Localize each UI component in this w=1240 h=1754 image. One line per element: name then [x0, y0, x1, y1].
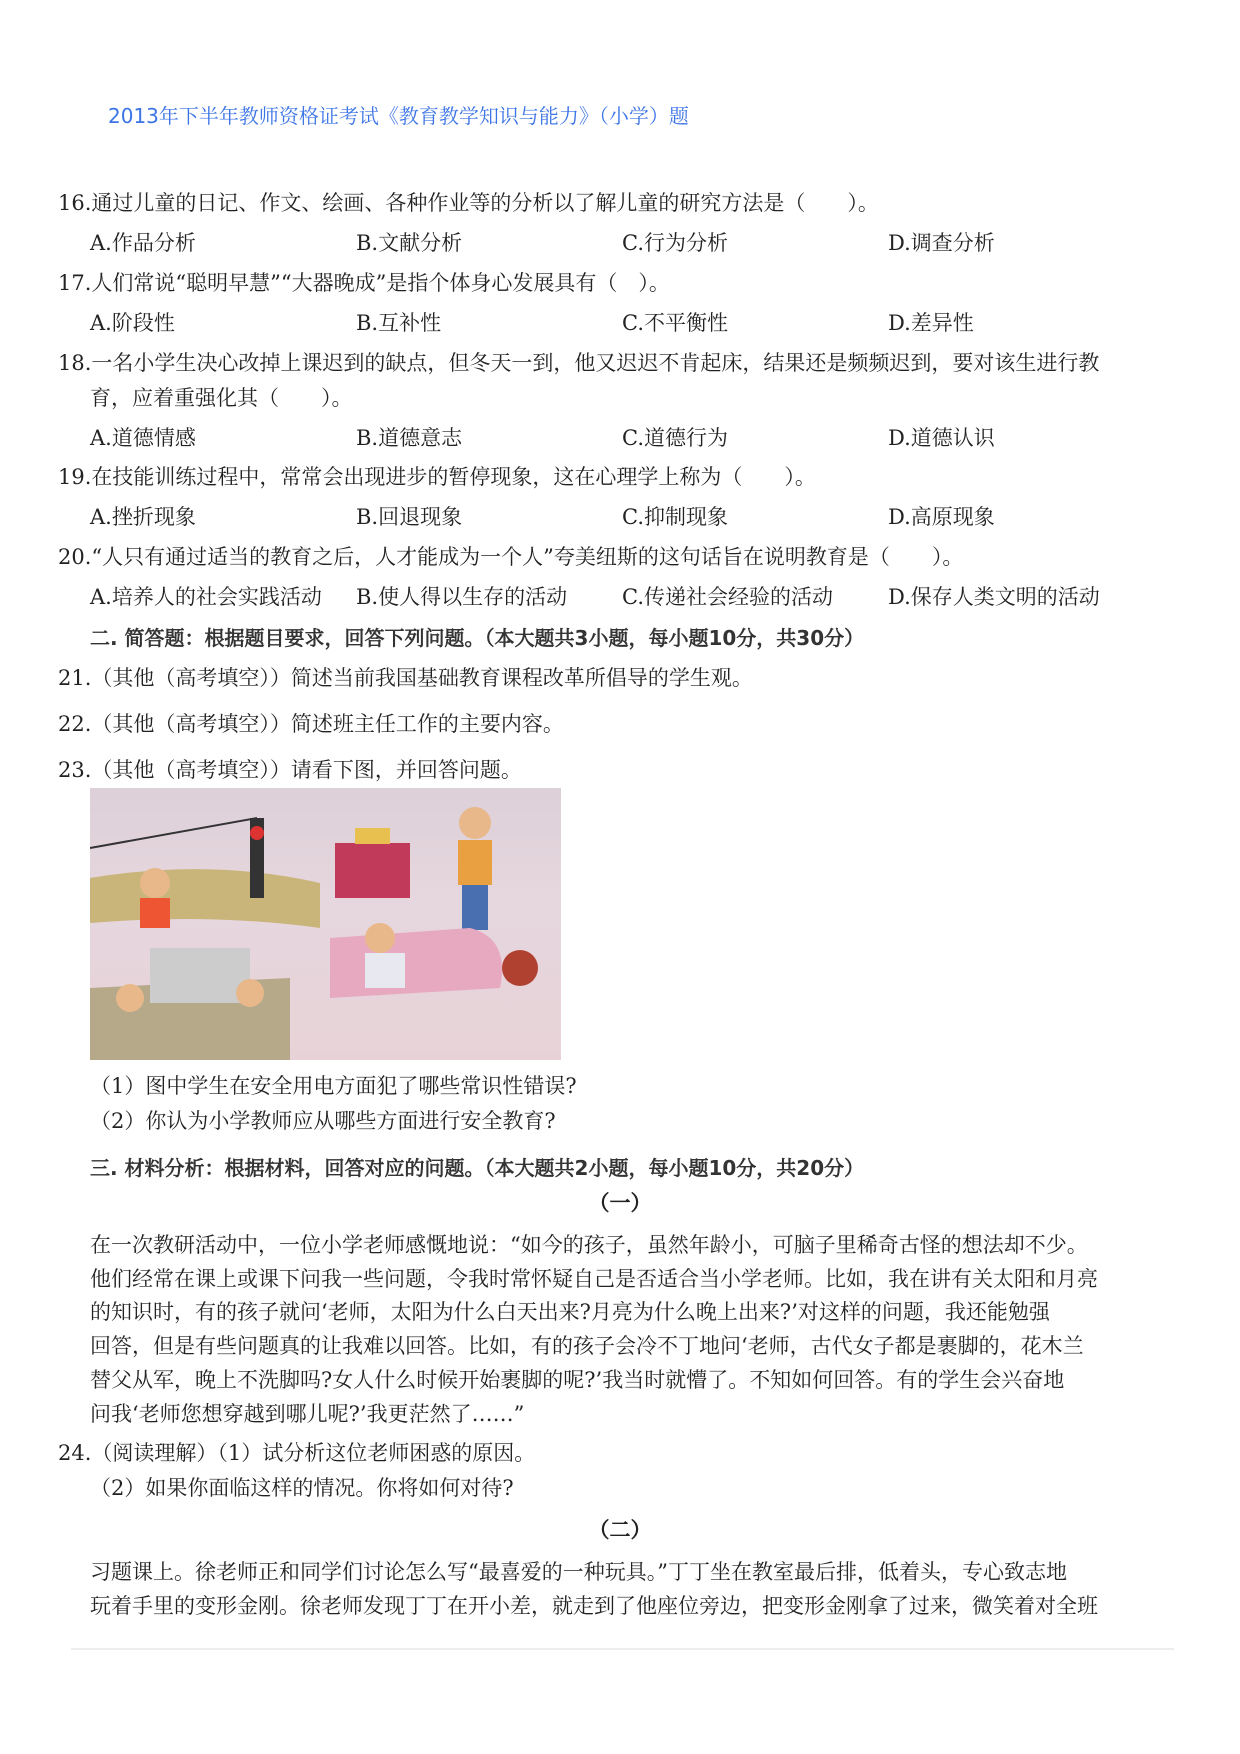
material-text-line: 问我‘老师您想穿越到哪儿呢?’我更茫然了……”	[90, 1401, 525, 1426]
document-title: 2013年下半年教师资格证考试《教育教学知识与能力》（小学）题	[108, 104, 689, 128]
question-24-sub-2: （2）如果你面临这样的情况。你将如何对待?	[90, 1476, 514, 1500]
answer-option: C.传递社会经验的活动	[622, 585, 833, 609]
answer-option: A.挫折现象	[90, 505, 196, 529]
answer-option: A.阶段性	[90, 311, 175, 335]
page-divider	[71, 1648, 1174, 1650]
answer-option: C.行为分析	[622, 231, 728, 255]
material-text-line: 的知识时，有的孩子就问‘老师，太阳为什么白天出来?月亮为什么晚上出来?’对这样的问题，我还能勉强	[90, 1300, 1050, 1325]
part-2-heading: （二）	[588, 1517, 652, 1542]
answer-option: B.使人得以生存的活动	[356, 585, 568, 609]
question-22: 22.（其他（高考填空））简述班主任工作的主要内容。	[58, 712, 564, 736]
answer-option: C.抑制现象	[622, 505, 728, 529]
question-21: 21.（其他（高考填空））简述当前我国基础教育课程改革所倡导的学生观。	[58, 666, 753, 690]
answer-option: C.不平衡性	[622, 311, 728, 335]
answer-option: B.道德意志	[356, 426, 463, 450]
question-stem: 19.在技能训练过程中，常常会出现进步的暂停现象，这在心理学上称为（ ）。	[58, 465, 816, 489]
question-24: 24.（阅读理解）（1）试分析这位老师困惑的原因。	[58, 1441, 536, 1465]
answer-option: D.道德认识	[888, 426, 995, 450]
question-stem: 16.通过儿童的日记、作文、绘画、各种作业等的分析以了解儿童的研究方法是（ ）。	[58, 191, 879, 215]
answer-option: B.回退现象	[356, 505, 463, 529]
material-text-line: 他们经常在课上或课下问我一些问题，令我时常怀疑自己是否适合当小学老师。比如，我在讲有关太阳和月亮	[90, 1266, 1098, 1291]
answer-option: C.道德行为	[622, 426, 728, 450]
answer-option: A.培养人的社会实践活动	[90, 585, 322, 609]
part-1-heading: （一）	[588, 1190, 652, 1215]
question-stem-continued: 育，应着重强化其（ ）。	[90, 386, 353, 410]
question-stem: 17.人们常说“聪明早慧”“大器晚成”是指个体身心发展具有（ ）。	[58, 271, 670, 295]
question-23: 23.（其他（高考填空））请看下图，并回答问题。	[58, 758, 522, 782]
answer-option: D.高原现象	[888, 505, 995, 529]
answer-option: B.互补性	[356, 311, 442, 335]
illustration-electric-safety	[90, 788, 561, 1060]
answer-option: D.差异性	[888, 311, 974, 335]
material-text-line: 替父从军，晚上不洗脚吗?女人什么时候开始裹脚的呢?’我当时就懵了。不知如何回答。有的学生会兴奋地	[90, 1367, 1065, 1392]
material-text-line: 回答，但是有些问题真的让我难以回答。比如，有的孩子会冷不丁地问‘老师，古代女子都是裹脚的，花木兰	[90, 1334, 1084, 1359]
answer-option: D.调查分析	[888, 231, 995, 255]
question-stem: 20.“人只有通过适当的教育之后，人才能成为一个人”夸美纽斯的这句话旨在说明教育是（ ）。	[58, 545, 964, 569]
section-2-heading: 二. 简答题：根据题目要求，回答下列问题。（本大题共3小题，每小题10分，共30分）	[90, 626, 865, 650]
answer-option: D.保存人类文明的活动	[888, 585, 1100, 609]
material-text-line: 玩着手里的变形金刚。徐老师发现丁丁在开小差，就走到了他座位旁边，把变形金刚拿了过来，微笑着对全班	[90, 1594, 1098, 1618]
question-23-sub-1: （1）图中学生在安全用电方面犯了哪些常识性错误?	[90, 1074, 577, 1098]
answer-option: B.文献分析	[356, 231, 463, 255]
material-text-line: 习题课上。徐老师正和同学们讨论怎么写“最喜爱的一种玩具。”丁丁坐在教室最后排，低着头，专心致志地	[90, 1560, 1067, 1584]
material-text-line: 在一次教研活动中，一位小学老师感慨地说：“如今的孩子，虽然年龄小，可脑子里稀奇古怪的想法却不少。	[90, 1233, 1088, 1257]
question-23-sub-2: （2）你认为小学教师应从哪些方面进行安全教育?	[90, 1109, 556, 1133]
section-3-heading: 三. 材料分析：根据材料，回答对应的问题。（本大题共2小题，每小题10分，共20分）	[90, 1156, 865, 1180]
answer-option: A.道德情感	[90, 426, 196, 450]
question-stem: 18.一名小学生决心改掉上课迟到的缺点，但冬天一到，他又迟迟不肯起床，结果还是频频迟到，要对该生进行教	[58, 351, 1100, 375]
answer-option: A.作品分析	[90, 231, 196, 255]
